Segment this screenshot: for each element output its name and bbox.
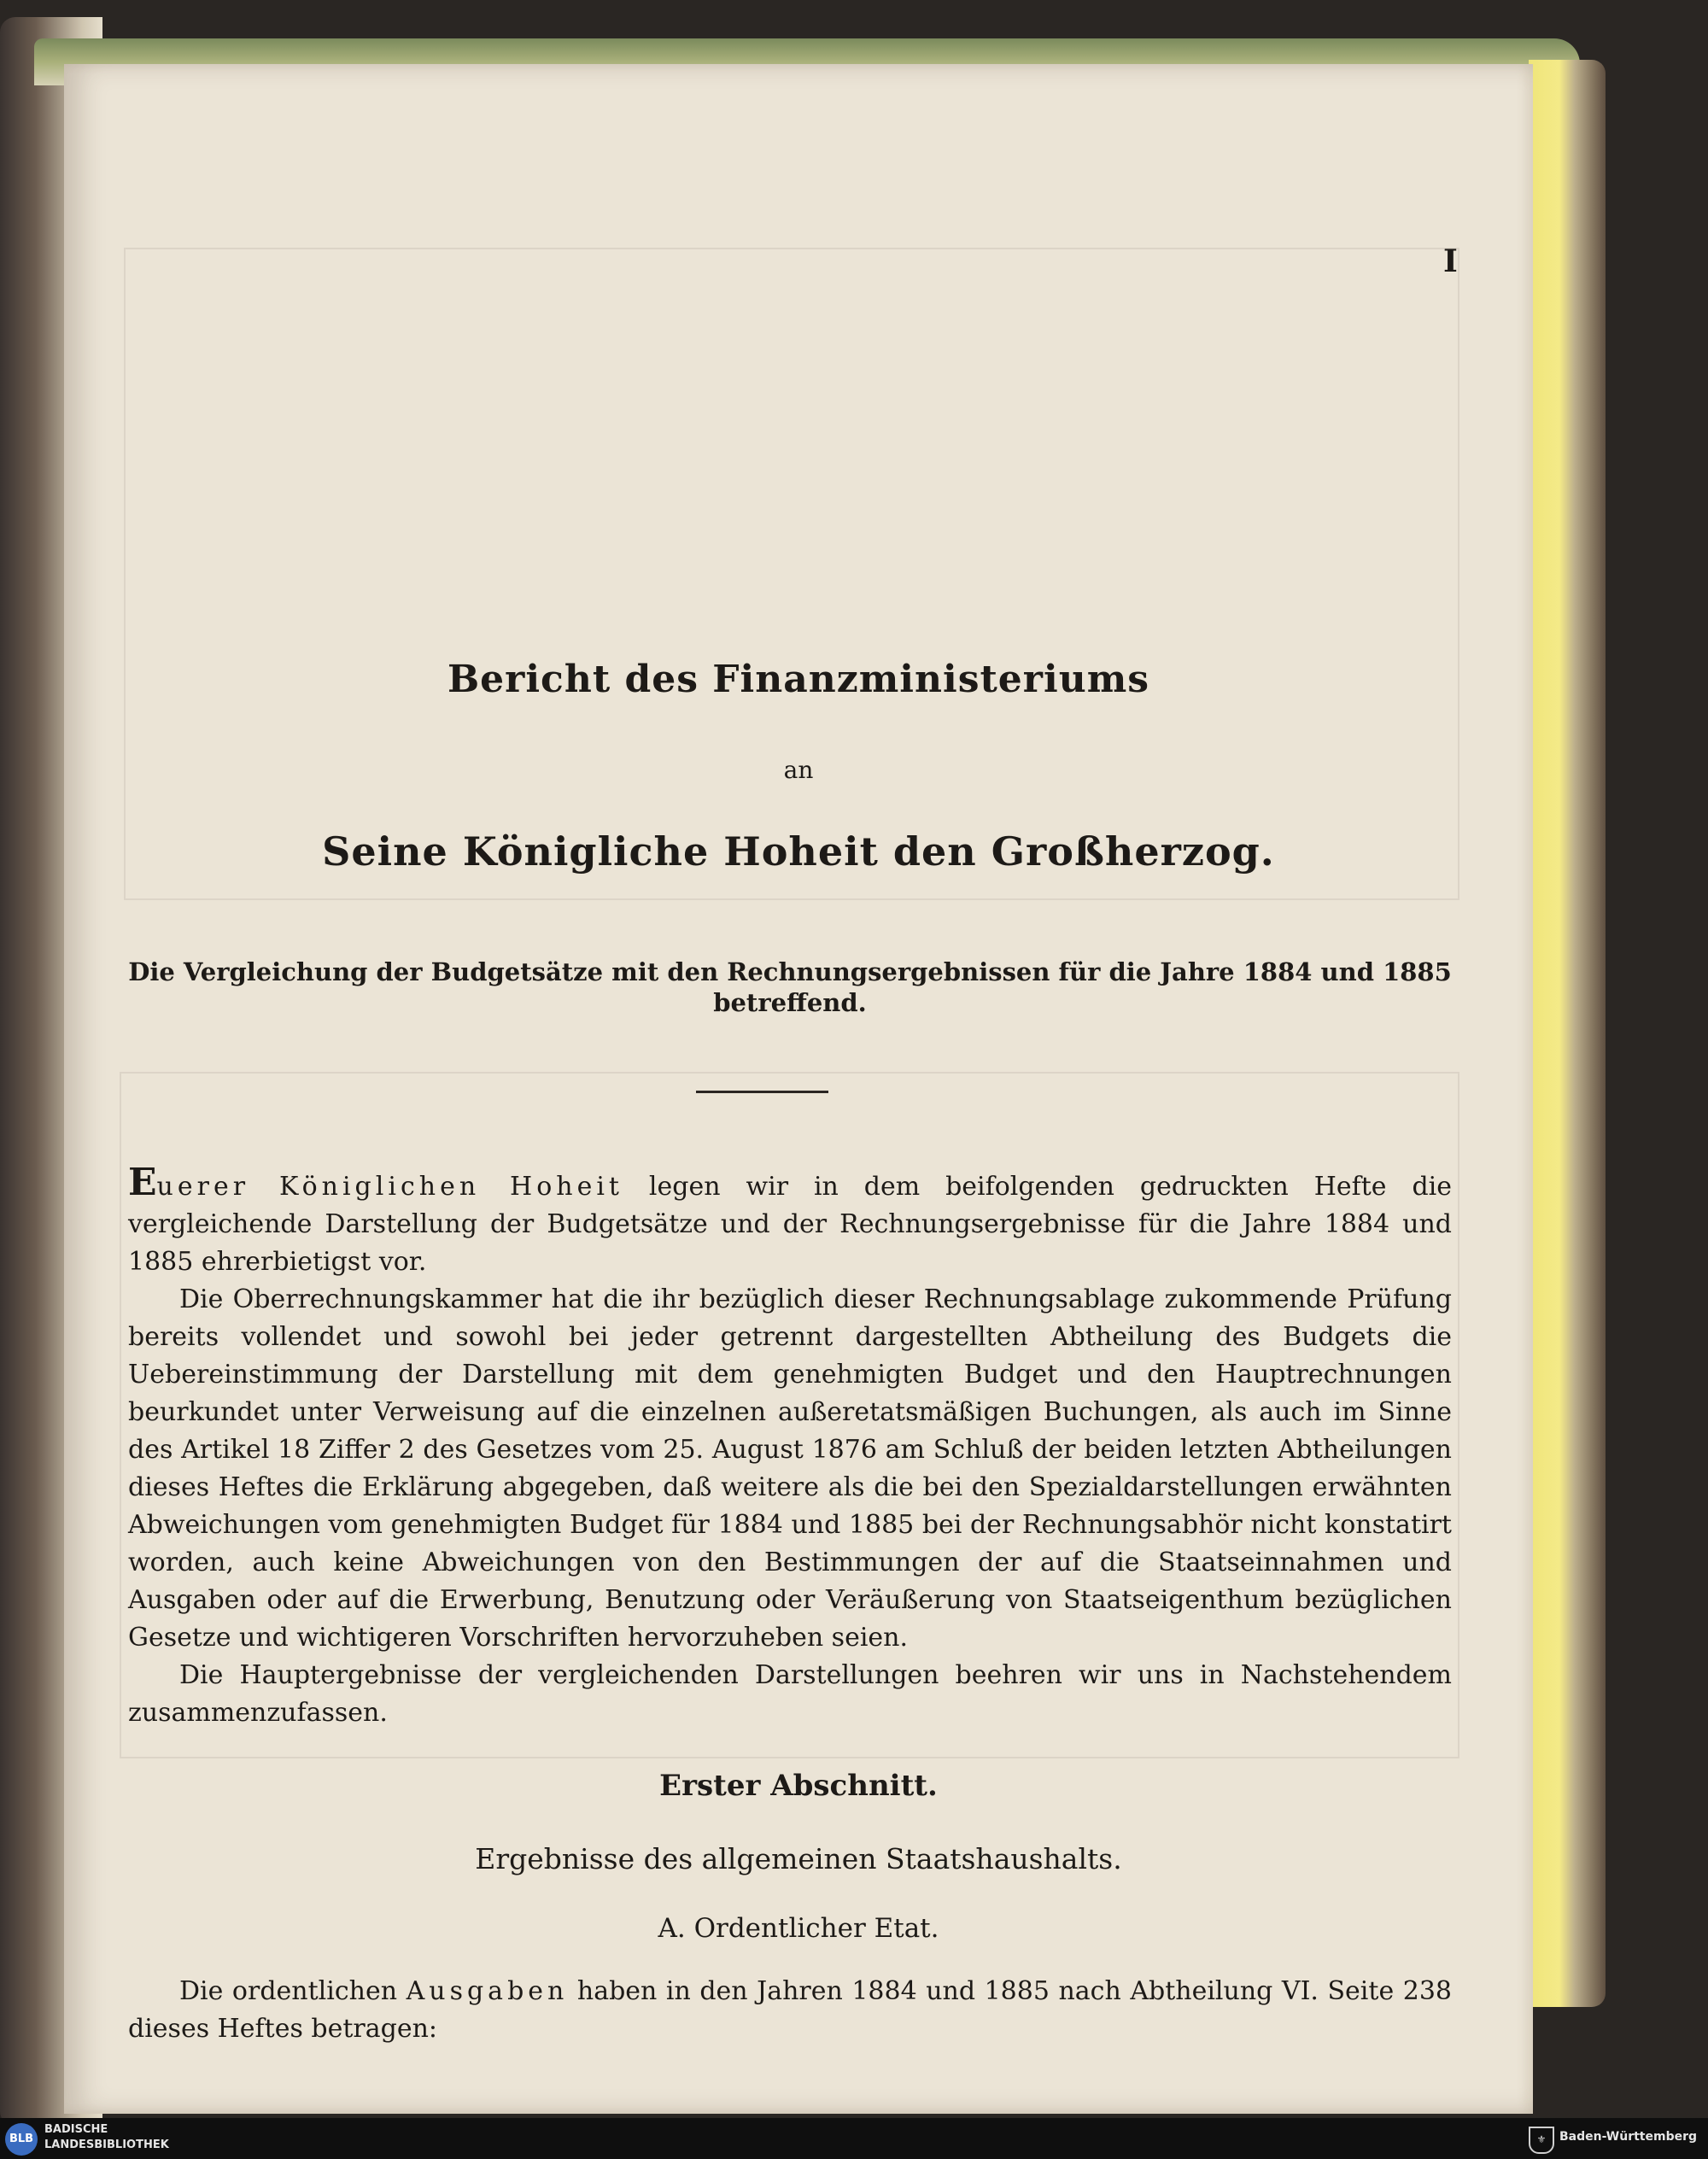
spaced-salutation: uerer Königlichen Hoheit [156,1172,623,1202]
closing-after: haben in den Jahren 1884 und 1885 nach Abtheilung VI. Seite 238 dieses Heftes betragen: [128,1976,1452,2044]
paragraph-1-text: legen wir in dem beifolgenden gedruckten Hefte die vergleichende Darstellung der Budgetsätze und der Rechnungsergebnisse für die Jahre 1884 und 1885 ehrerbietigst vor. [128,1172,1452,1277]
blb-logo-icon: BLB [5,2123,38,2156]
drop-cap: E [128,1161,157,1204]
closing-spaced-word: Ausgaben [406,1976,569,2006]
paragraph-2: Die Oberrechnungskammer hat die ihr bezüglich dieser Rechnungsablage zukommende Prüfung bereits vollendet und sowohl bei jeder getrennt dargestellten Abtheilung des Budgets die Uebereinstimmung der Darstellung mit dem genehmigten Budget und den Hauptrechnungen beurkundet unter Verweisung auf die einzelnen außeretatsmäßigen Buchungen, als auch im Sinne des Artikel 18 Ziffer 2 des Gesetzes vom 25. August 1876 am Schluß der beiden letzten Abtheilungen dieses Heftes die Erklärung abgegeben, daß weitere als die bei den Spezialdarstellungen erwähnten Abweichungen vom genehmigten Budget für 1884 und 1885 bei der Rechnungsabhör nicht konstatirt worden, auch keine Abweichungen von den Bestimmungen der auf die Staatseinnahmen und Ausgaben oder auf die Erwerbung, Benutzung oder Veräußerung von Staatseigenthum bezüglichen Gesetze und wichtigeren Vorschriften hervorzuheben seien. [128,1284,1452,1653]
state-coat-of-arms-icon: ⚜ [1529,2127,1554,2154]
paragraph-1 [128,1161,1452,1281]
viewer-footer [0,2118,1708,2159]
divider-rule [696,1091,828,1093]
addressee-heading: Seine Königliche Hoheit den Großherzog. [322,828,1275,875]
book-cover-right [1529,60,1606,2007]
connector-text: an [783,756,814,784]
book-page [64,64,1533,2114]
library-name [44,2122,169,2153]
report-title: Bericht des Finanzministeriums [447,658,1150,701]
closing-paragraph [128,1973,1452,2048]
closing-text [128,1973,1452,2048]
subsection-heading: A. Ordentlicher Etat. [658,1913,939,1944]
show-through-table [124,248,1459,900]
section-subheading: Ergebnisse des allgemeinen Staatshaushalts. [475,1842,1122,1875]
subject-line: Die Vergleichung der Budgetsätze mit den Rechnungsergebnissen für die Jahre 1884 und 1885 betreffend. [128,957,1452,1017]
section-heading: Erster Abschnitt. [659,1769,938,1803]
closing-before: Die ordentlichen [179,1976,407,2006]
state-name: Baden-Württemberg [1559,2130,1698,2144]
report-body [128,1161,1452,1732]
library-name-line1: BADISCHE [44,2123,108,2136]
library-name-line2: LANDESBIBLIOTHEK [44,2139,169,2151]
paragraph-3: Die Hauptergebnisse der vergleichenden Darstellungen beehren wir uns in Nachstehendem zusammenzufassen. [128,1660,1452,1728]
page-number: I [1443,243,1458,279]
